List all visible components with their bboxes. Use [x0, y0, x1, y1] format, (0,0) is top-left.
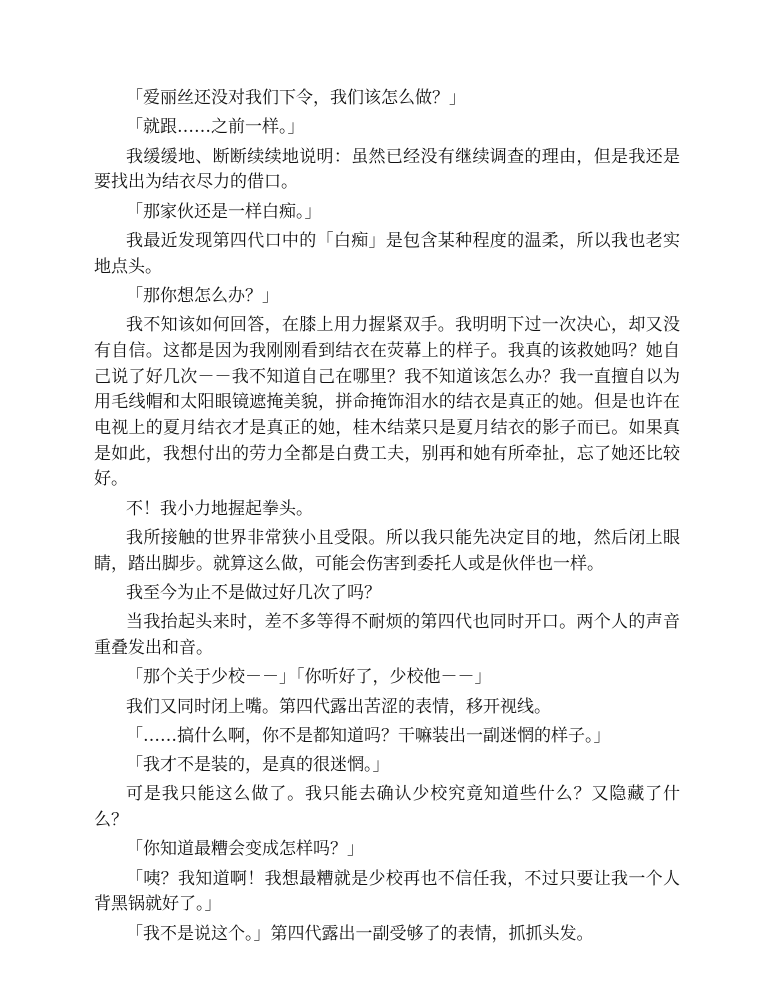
paragraph-2: 「就跟……之前一样。」: [126, 117, 305, 138]
paragraph-8: 不！我小力地握起拳头。: [126, 498, 313, 519]
paragraph-1: 「爱丽丝还没对我们下令，我们该怎么做？」: [126, 88, 466, 108]
paragraph-11: 当我抬起头来时，差不多等得不耐烦的第四代也同时开口。两个人的声音重叠发出和音。: [94, 612, 680, 658]
paragraph-19: 「我不是说这个。」第四代露出一副受够了的表情，抓抓头发。: [126, 923, 594, 944]
paragraph-6: 「那你想怎么办？」: [126, 285, 279, 306]
paragraph-16: 可是我只能这么做了。我只能去确认少校究竟知道些什么？又隐藏了什么？: [94, 784, 680, 831]
paragraph-9: 我所接触的世界非常狭小且受限。所以我只能先决定目的地，然后闭上眼睛，踏出脚步。就算这么做，可能会伤害到委托人或是伙伴也一样。: [94, 528, 680, 574]
paragraph-17: 「你知道最糟会变成怎样吗？」: [126, 839, 364, 860]
paragraph-5: 我最近发现第四代口中的「白痴」是包含某种程度的温柔，所以我也老实地点头。: [94, 230, 680, 277]
paragraph-12: 「那个关于少校－－」「你听好了，少校他－－」: [126, 667, 492, 688]
paragraph-15: 「我才不是装的，是真的很迷惘。」: [126, 755, 390, 776]
paragraph-7: 我不知该如何回答，在膝上用力握紧双手。我明明下过一次决心，却又没有自信。这都是因为我刚刚看到结衣在荧幕上的样子。我真的该救她吗？她自己说了好几次－－我不知道自己在哪里？我不知道该怎么办？我一直擅自以为用毛线帽和太阳眼镜遮掩美貌，拼命掩饰泪水的结衣是真正的她。但是也许在电视上的夏月结衣才是真正的她，桂木结菜只是夏月结衣的影子而已。如果真是如此，我想付出的劳力全都是白费工夫，别再和她有所牵扯，忘了她还比较好。: [94, 315, 680, 490]
paragraph-13: 我们又同时闭上嘴。第四代露出苦涩的表情，移开视线。: [126, 696, 551, 717]
paragraph-18: 「咦？我知道啊！我想最糟就是少校再也不信任我，不过只要让我一个人背黑锅就好了。」: [94, 868, 680, 915]
paragraph-10: 我至今为止不是做过好几次了吗？: [126, 583, 381, 603]
paragraph-14: 「……搞什么啊，你不是都知道吗？干嘛装出一副迷惘的样子。」: [126, 725, 611, 746]
paragraph-4: 「那家伙还是一样白痴。」: [126, 201, 322, 222]
paragraph-3: 我缓缓地、断断续续地说明：虽然已经没有继续调查的理由，但是我还是要找出为结衣尽力的借口。: [94, 146, 680, 193]
body-text: [94, 86, 680, 951]
